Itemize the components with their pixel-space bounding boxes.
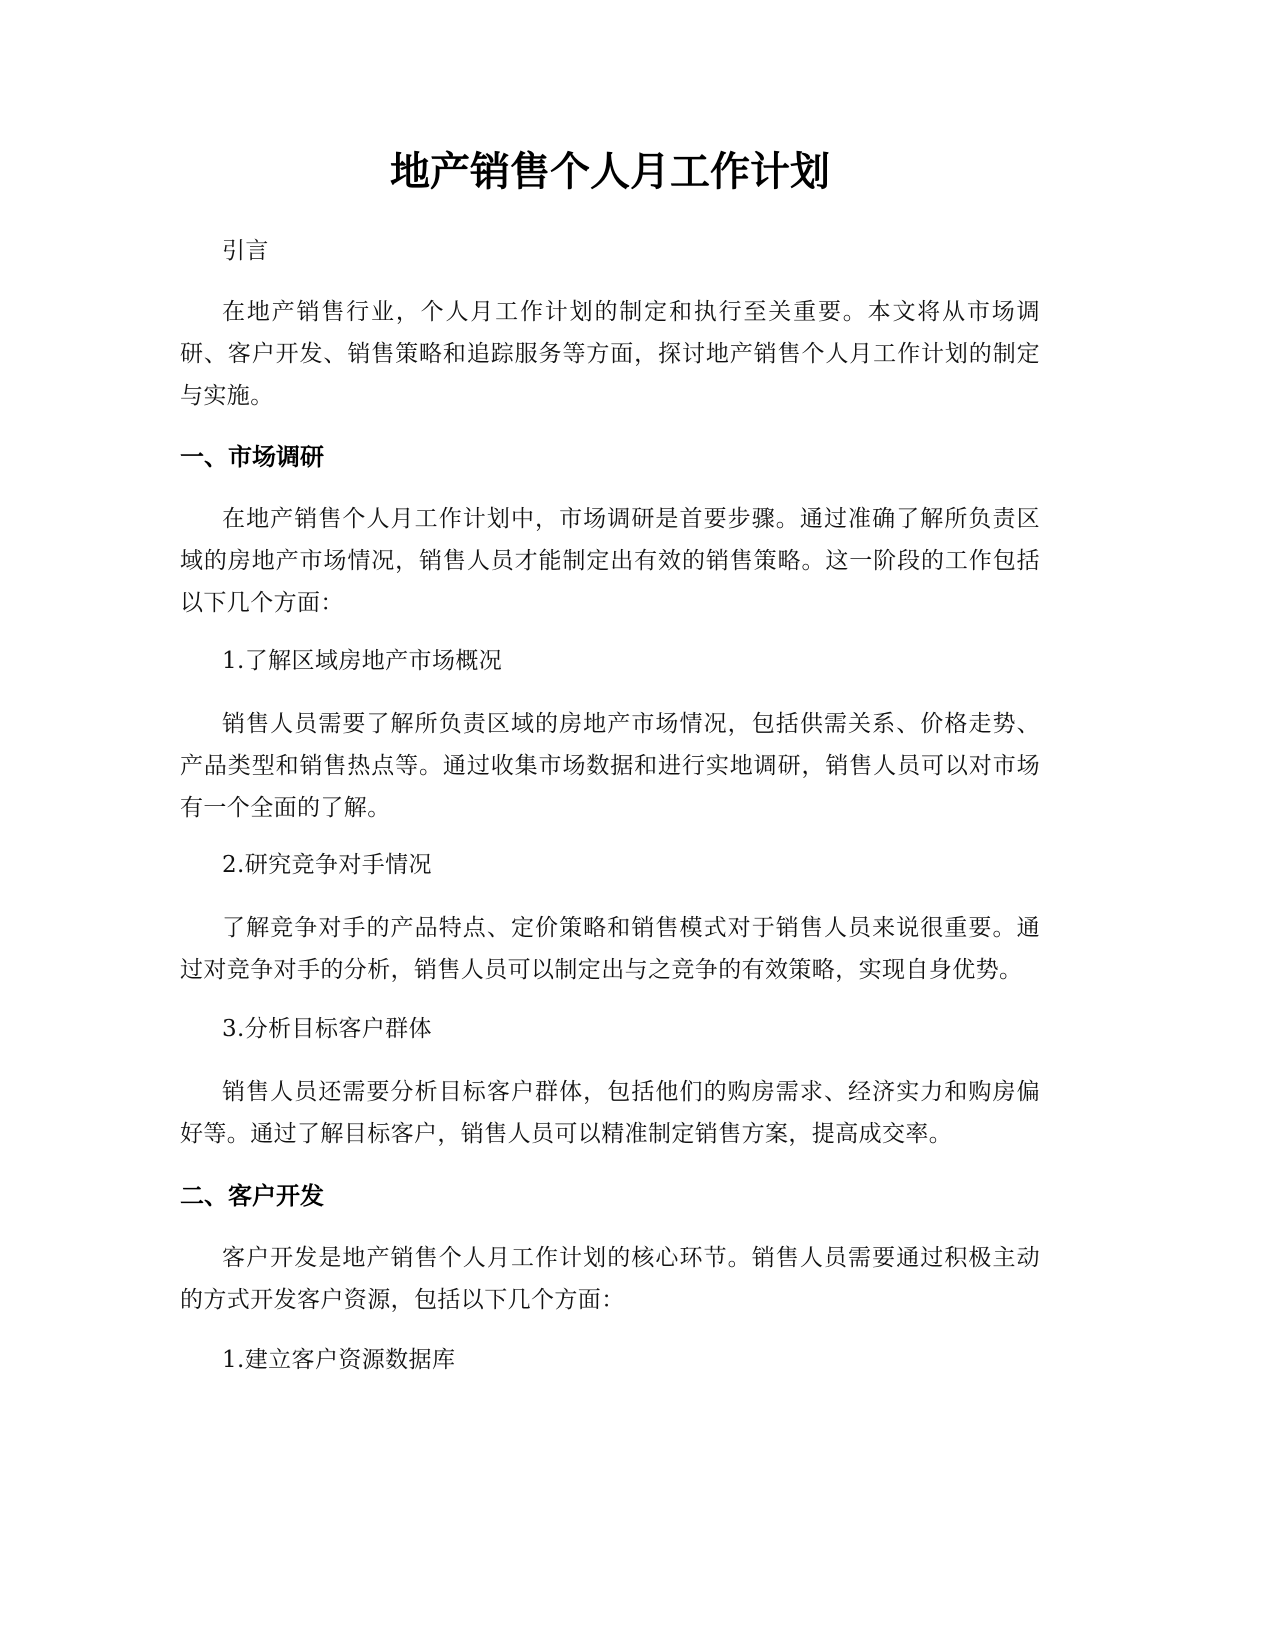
section1-heading: 一、市场调研 bbox=[180, 443, 324, 471]
section1-item3-text: 销售人员还需要分析目标客户群体，包括他们的购房需求、经济实力和购房偏好等。通过了解目标客户，销售人员可以精准制定销售方案，提高成交率。 bbox=[180, 1079, 1040, 1147]
section1-item2-text: 了解竞争对手的产品特点、定价策略和销售模式对于销售人员来说很重要。通过对竞争对手的分析，销售人员可以制定出与之竞争的有效策略，实现自身优势。 bbox=[180, 915, 1040, 983]
section1-item1-title: 1.了解区域房地产市场概况 bbox=[222, 648, 503, 674]
document-title: 地产销售个人月工作计划 bbox=[390, 149, 830, 195]
section1-item1-text: 销售人员需要了解所负责区域的房地产市场情况，包括供需关系、价格走势、产品类型和销售热点等。通过收集市场数据和进行实地调研，销售人员可以对市场有一个全面的了解。 bbox=[180, 711, 1040, 821]
section1-item2-title: 2.研究竞争对手情况 bbox=[222, 852, 432, 878]
section1-item3-title: 3.分析目标客户群体 bbox=[222, 1016, 432, 1042]
intro-paragraph: 在地产销售行业，个人月工作计划的制定和执行至关重要。本文将从市场调研、客户开发、销售策略和追踪服务等方面，探讨地产销售个人月工作计划的制定与实施。 bbox=[180, 299, 1040, 409]
section2-heading: 二、客户开发 bbox=[180, 1182, 324, 1210]
section2-paragraph: 客户开发是地产销售个人月工作计划的核心环节。销售人员需要通过积极主动的方式开发客户资源，包括以下几个方面： bbox=[180, 1245, 1040, 1313]
section2-item1-title: 1.建立客户资源数据库 bbox=[222, 1347, 456, 1373]
document-page bbox=[180, 0, 1040, 1650]
section1-paragraph: 在地产销售个人月工作计划中，市场调研是首要步骤。通过准确了解所负责区域的房地产市场情况，销售人员才能制定出有效的销售策略。这一阶段的工作包括以下几个方面： bbox=[180, 506, 1040, 616]
intro-label: 引言 bbox=[222, 238, 269, 264]
